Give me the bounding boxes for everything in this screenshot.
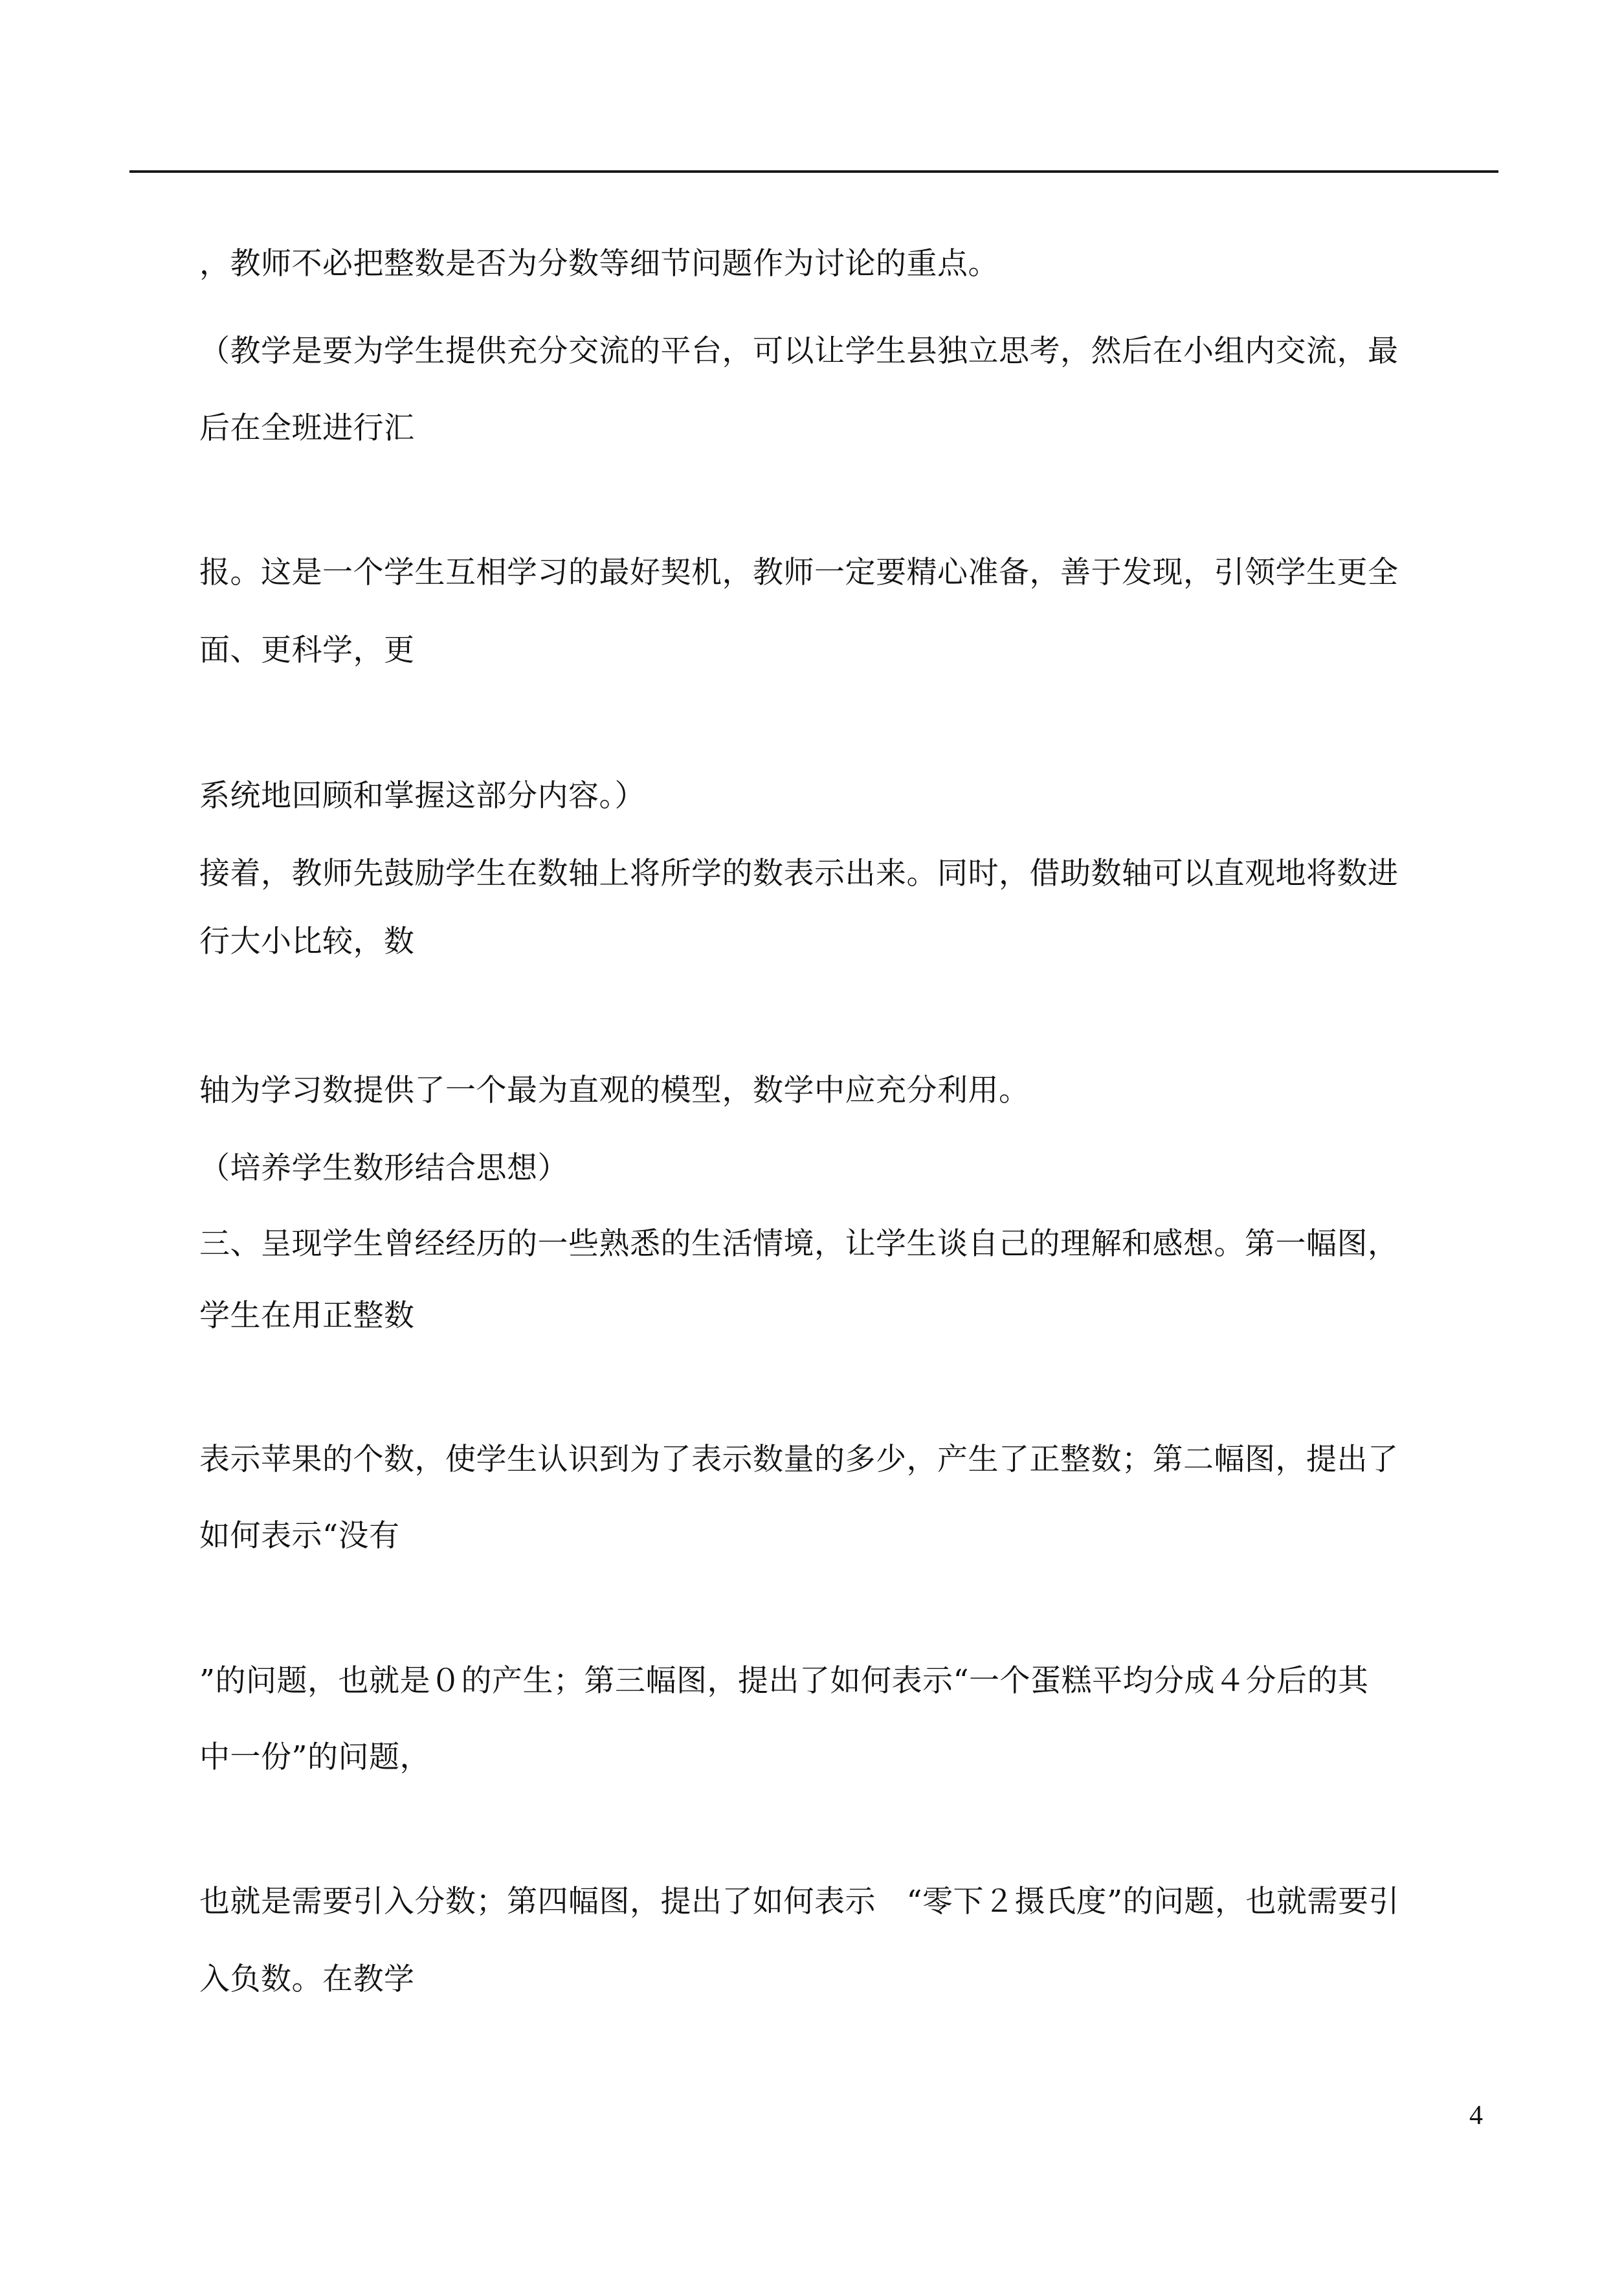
text-line-14: 如何表示“没有 — [199, 1518, 400, 1554]
text-line-12: 学生在用正整数 — [199, 1298, 415, 1334]
text-line-3: 后在全班进行汇 — [199, 410, 415, 446]
text-line-5: 面、更科学，更 — [199, 632, 415, 668]
text-line-1: ，教师不必把整数是否为分数等细节问题作为讨论的重点。 — [199, 246, 999, 282]
text-line-11: 三、呈现学生曾经经历的一些熟悉的生活情境，让学生谈自己的理解和感想。第一幅图， — [199, 1226, 1399, 1262]
text-line-7: 接着，教师先鼓励学生在数轴上将所学的数表示出来。同时，借助数轴可以直观地将数进 — [199, 856, 1399, 891]
page-number: 4 — [1469, 2101, 1483, 2131]
text-line-2: （教学是要为学生提供充分交流的平台，可以让学生县独立思考，然后在小组内交流，最 — [199, 333, 1399, 369]
text-line-18: 入负数。在教学 — [199, 1962, 415, 1997]
text-line-6: 系统地回顾和掌握这部分内容。） — [199, 778, 645, 814]
text-line-15: ”的问题，也就是０的产生；第三幅图，提出了如何表示“一个蛋糕平均分成４分后的其 — [199, 1663, 1369, 1699]
header-rule — [129, 170, 1498, 173]
text-line-4: 报。这是一个学生互相学习的最好契机，教师一定要精心准备，善于发现，引领学生更全 — [199, 555, 1399, 590]
text-line-10: （培养学生数形结合思想） — [199, 1150, 568, 1186]
text-line-8: 行大小比较，数 — [199, 924, 415, 959]
text-line-17: 也就是需要引入分数；第四幅图，提出了如何表示 “零下２摄氏度”的问题，也就需要引 — [199, 1884, 1400, 1919]
text-line-9: 轴为学习数提供了一个最为直观的模型，数学中应充分利用。 — [199, 1073, 1030, 1108]
text-line-16: 中一份”的问题， — [199, 1739, 431, 1775]
text-line-13: 表示苹果的个数，使学生认识到为了表示数量的多少，产生了正整数；第二幅图，提出了 — [199, 1442, 1399, 1477]
